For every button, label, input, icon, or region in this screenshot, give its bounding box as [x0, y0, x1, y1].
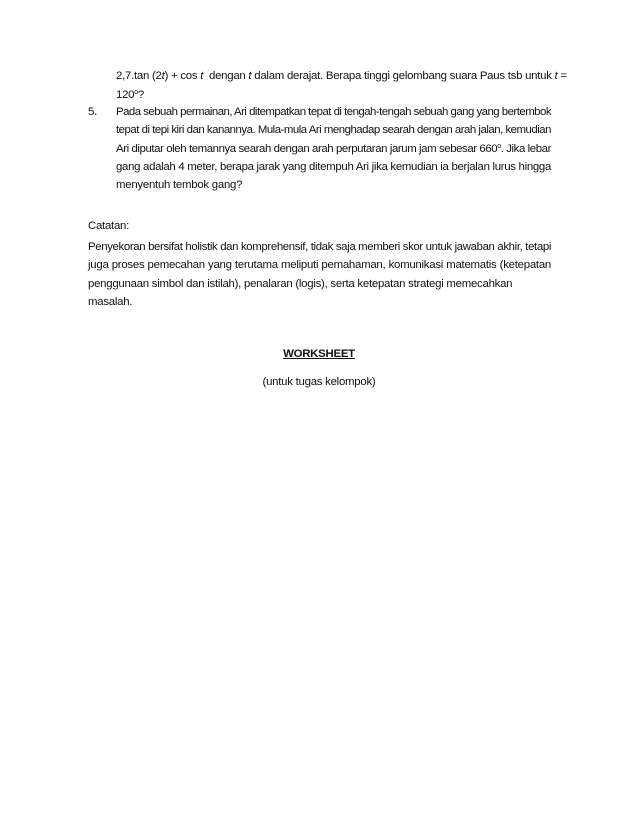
- notes-line-3: penggunaan simbol dan istilah), penalaran (logis), serta ketepatan strategi memecahkan masalah.: [88, 277, 513, 308]
- notes-body: [88, 238, 551, 311]
- problem-5-line-5: menyentuh tembok gang?: [116, 179, 243, 192]
- formula-text: 2,7.tan (2: [116, 70, 162, 82]
- notes-line-2: juga proses pemecahan yang terutama meliputi pemahaman, komunikasi matematis (ketepatan: [88, 259, 551, 272]
- question-text: =: [557, 70, 567, 82]
- worksheet-title: WORKSHEET: [283, 348, 355, 360]
- problem-5-line-1: Pada sebuah permainan, Ari ditempatkan tepat di tengah-tengah sebuah gang yang bertembok: [116, 106, 551, 118]
- variable-t: t: [554, 70, 558, 82]
- continuation-line-1: [116, 67, 567, 85]
- variable-t: t: [248, 70, 252, 82]
- notes-heading: Catatan:: [88, 220, 130, 232]
- problem-number: 5.: [88, 106, 97, 118]
- formula-text: ) + cos: [164, 70, 201, 82]
- notes-line-1: Penyekoran bersifat holistik dan komprehensif, tidak saja memberi skor untuk jawaban akhir, tetapi: [88, 241, 551, 253]
- problem-5-line-4: gang adalah 4 meter, berapa jarak yang ditempuh Ari jika kemudian ia berjalan lurus hingga: [116, 160, 551, 173]
- problem-5-line-2: tepat di tepi kiri dan kanannya. Mula-mula Ari menghadap searah dengan arah jalan, kemudian: [116, 124, 551, 137]
- continuation-line-2: [116, 86, 144, 104]
- degree-sup: o: [134, 89, 138, 96]
- degree-sup: o: [497, 142, 501, 150]
- variable-t: t: [161, 70, 165, 82]
- variable-t: t: [200, 70, 204, 82]
- angle-value: 120: [116, 89, 135, 101]
- question-text: dalam derajat. Berapa tinggi gelombang suara Paus tsb untuk: [251, 70, 555, 82]
- problem-5: [88, 103, 551, 194]
- worksheet-subtitle: (untuk tugas kelompok): [262, 376, 376, 388]
- formula-text: dengan: [203, 70, 249, 82]
- problem-5-line-3: [116, 140, 551, 158]
- problem-5-line-3-text: Ari diputar oleh temannya searah dengan arah perputaran jarum jam sebesar 660$^o$. Jika lebar: [116, 142, 551, 155]
- question-mark: ?: [137, 89, 145, 101]
